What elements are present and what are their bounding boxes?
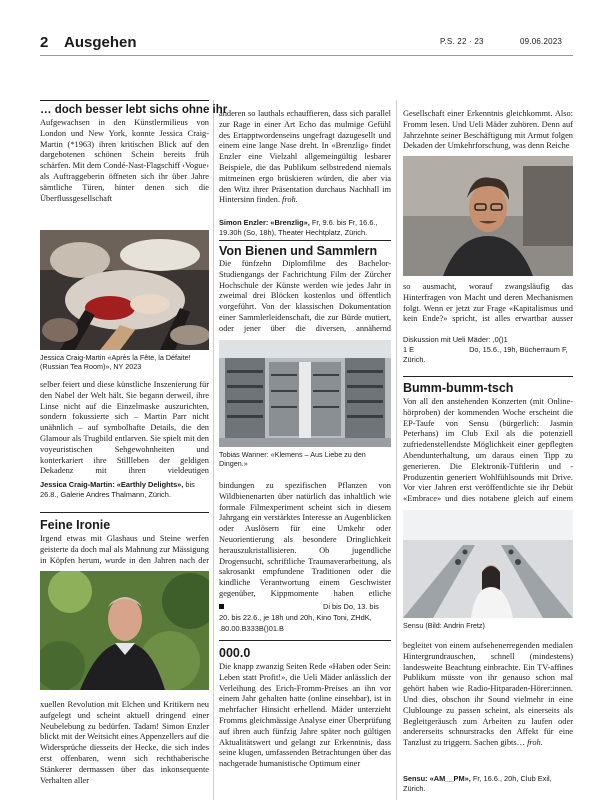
event-info-diplomfilme-3: .80.00.B333B()01.B [219,624,284,633]
article-body-bumm-bumm-tsch-1: Von all den anstehenden Konzerten (mit Online-hörproben) der kommenden Woche erscheint die EP-Taufe von Sensu (bürgerlich: Jasmin Peterhans) im Club Exil als die potenziell zufriedenstellendste Möglichkeit einer gepflegten Abendunterhaltung, um daraus einen Tipp zu generieren. Die Elektronik-Tüftlerin und -Produzentin generiert Wohlfühlsounds mit Drive. Vor vier Jahren erst veröffentlichte sie ihr Debüt «Embrace» und dies notabene gleich auf einem [403,397,573,504]
article-body-000-1: Die knapp zwanzig Seiten Rede «Haben oder Sein: Leben statt Profit!», die Ueli Mäder anlässlich der Verleihung des Erich-Fromm-Preises an ihn vor einem Jahr gehalten hatte (online einsehbar), ist in mehrfacher Hinsicht erhellend. Mäder unterzieht Fromms gleichmässige Analyse einer Überprüfung auf ihren auch fünfzig Jahre später noch gültigen Aktualitätswert und gelangt zur Erkenntnis, dass seine klugen, umfassenden Betrachtungen über das nachgerade humanistische Optimum einer [219,662,391,769]
photo-caption-sensu: Sensu (Bild: Andrin Fretz) [403,621,485,630]
event-info-maeder-2: 1 E Do, 15.6., 19h, Bücherraum F, [403,345,568,354]
issue-number: P.S. 22 · 23 [440,37,484,46]
article-body-000-3: so ausmacht, worauf zwangsläufig das Hinterfragen von Macht und deren Mechanismen folgt. Wenn er jetzt zur Frage «Kapitalismus und kein Ende?» spricht, ist alles erwartbar ausser [403,282,573,326]
article-body-craig-martin-1: Aufgewachsen in den Künstlermilieus von London und New York, konnte Jessica Craig-Martin (*1963) ihren kritischen Blick auf den dargebotenen schönen Schein bereits früh schärfen. Mit dem Condé-Nast-Flagschiff ‹Vogue› als Auftraggeberin öffneten sich ihr über Jahre sämtliche Türen, hinter denen sich die Überflussgesellschaft [40,118,209,203]
event-info-diplomfilme-1: Di bis Do, 13. bis [219,602,391,612]
article-body-bumm-bumm-tsch-2: begleitet von einem aufsehenerregenden medialen Hintergrundrauschen, schnell (mindestens) landesweite Beachtung einbrachte. Ein TV-affines Publikum müsste von ihr genauso schon mal gehört haben wie Radio-Hitparaden-Hörer:innen. Und dies, obschon ihr Sound vielmehr in eine Clublounge zu passen scheint, als einerseits als Begleitgeräusch zum Arbeiten zu laufen oder andererseits schnurstracks den Affekt für eine Tanzlust zu triggern. Sachen gibts… froh. [403,641,573,748]
article-body-feine-ironie-1: Irgend etwas mit Glashaus und Steine werfen geisterte da doch mal als Mahnung zur Mässigung in Köpfen herum, wurde in den Jahren nach der [40,534,209,565]
article-body-bienen-sammler-2: bindungen zu spezifischen Pflanzen von Wildbienenarten über natürlich das inhaltlich wie formale Filmexperiment scheint sich in diesem Jahrgang ein verstärktes Interesse an Augenblicken oder Auslösern für eine Umkehr oder Neuorientierung als besondere Dringlichkeit herauszukristallisieren. Ob jugendliche Drogensucht, schriftliche Traumaverarbeitung, als sakrosankt empfundene Traditionen oder die kindliche Verantwortung einem Geschwister gegenüber, Kippmomente haben etliche [219,481,391,601]
photo-ueli-maeder [403,156,573,276]
photo-klemens [219,340,391,447]
article-headline-bumm-bumm-tsch: Bumm-bumm-tsch [403,381,514,395]
header-divider [40,55,573,56]
article-body-feine-ironie-3: anderen so lauthals echauffieren, dass sich parallel zur Rage in einer Art Echo das mulmige Gefühl des Ertapptwordenseins ungefragt dazugesellt und einem eine lange Nase dreht. In «Brenzlig» findet Enzler eine Vielzahl allgemeingültig lesbarer Beispiele, die das Publikum selbstredend niemals mitmeinen ergo brüskieren würden, die aber via den Witz ihrer Präsentation durchaus Nachhall im Hintersinn finden. froh. [219,109,391,205]
article-body-craig-martin-2: selber feiert und diese künstliche Inszenierung für den Nabel der Welt hält. Sie begann derweil, ihre Linse nicht auf die Einzelmaske auszurichten, sondern fokussierte sich – Martin Parr nicht unähnlich – auf symbolhafte Details, die den Glamour als Trugbild entlarven. Sie spielt mit den voyeuristischen Sehgewohnheiten und konterkariert ihre Stillleben der geldigen Dekadenz mit ihren vieldeutigen [40,380,209,476]
article-rule [219,240,391,241]
column-divider [396,100,397,800]
author-initials [517,325,533,326]
article-rule [219,640,391,641]
page-number: 2 [40,34,49,51]
column-divider [213,100,214,800]
article-headline-feine-ironie: Feine Ironie [40,518,111,532]
photo-craig-martin [40,230,209,350]
author-initials: froh. [282,195,298,205]
photo-sensu [403,510,573,618]
article-rule [40,100,209,101]
article-rule [40,512,209,513]
article-body-bienen-sammler-1: Die fünfzehn Diplomfilme des Bachelor-Studiengangs der Fachrichtung Film der Zürcher Hochschule der Künste werden wie jedes Jahr in zweimal drei Blöcken kostenlos und öffentlich vorgeführt. Von der klassischen Dokumentation einer Sammlerleidenschaft, die zur Bürde mutiert, oder jener über die diversen, annähernd [219,259,391,333]
article-headline-craig-martin: … doch besser lebt sichs ohne ihr [40,104,228,116]
event-info-craig-martin: Jessica Craig-Martin: «Earthly Delights», bis 26.8., Galerie Andres Thalmann, Zürich. [40,480,195,499]
photo-simon-enzler [40,571,209,690]
article-headline-bienen-sammler: Von Bienen und Sammlern [219,244,378,258]
photo-caption-klemens: Tobias Wanner: «Klemens – Aus Liebe zu den Dingen.» [219,450,366,469]
article-body-000-2: Gesellschaft einer Erkenntnis gleichkommt. Also: Fromm lesen. Und Ueli Mäder zuhören. Denn auf Jahrzehnte seiner Beschäftigung mit Armut folgen Dekaden der Umkehrforschung, was denn Reiche [403,109,573,151]
event-info-diplomfilme-2: 20. bis 22.6., je 18h und 20h, Kino Toni, ZHdK, [219,613,372,622]
article-body-feine-ironie-2: xuellen Revolution mit Elchen und Kritikern neu aufgelegt und scheint aktuell dringend einer Neubelebung zu bedürfen. Tadam! Simon Enzler blickt mit der Weitsicht eines Appenzellers auf die Widersprüche diesseits der Hecke, die sich indes erst offenbaren, wenn sich rechthaberische Stänkerer dermassen über das inkonsequente Verhalten aller [40,700,209,785]
article-headline-000: 000.0 [219,646,251,660]
article-rule [403,376,573,377]
event-info-maeder-3: Zürich. [403,355,426,364]
event-info-sensu: Sensu: «AM__PM», Fr, 16.6., 20h, Club Exil, Zürich. [403,774,552,793]
photo-caption-craig-martin: Jessica Craig-Martin «Après la Fête, la Défaite! (Russian Tea Room)», NY 2023 [40,353,191,372]
square-bullet-icon [219,604,224,609]
issue-date: 09.06.2023 [520,37,563,46]
event-info-brenzlig: Simon Enzler: «Brenzlig», Fr, 9.6. bis Fr, 16.6., 19.30h (So, 18h), Theater Hechtplatz, Zürich. [219,218,378,237]
section-title: Ausgehen [64,34,137,51]
author-initials: froh. [527,738,543,748]
author-initials [311,600,327,601]
event-info-maeder-1: Diskussion mit Ueli Mäder: ,0()1 [403,335,508,344]
